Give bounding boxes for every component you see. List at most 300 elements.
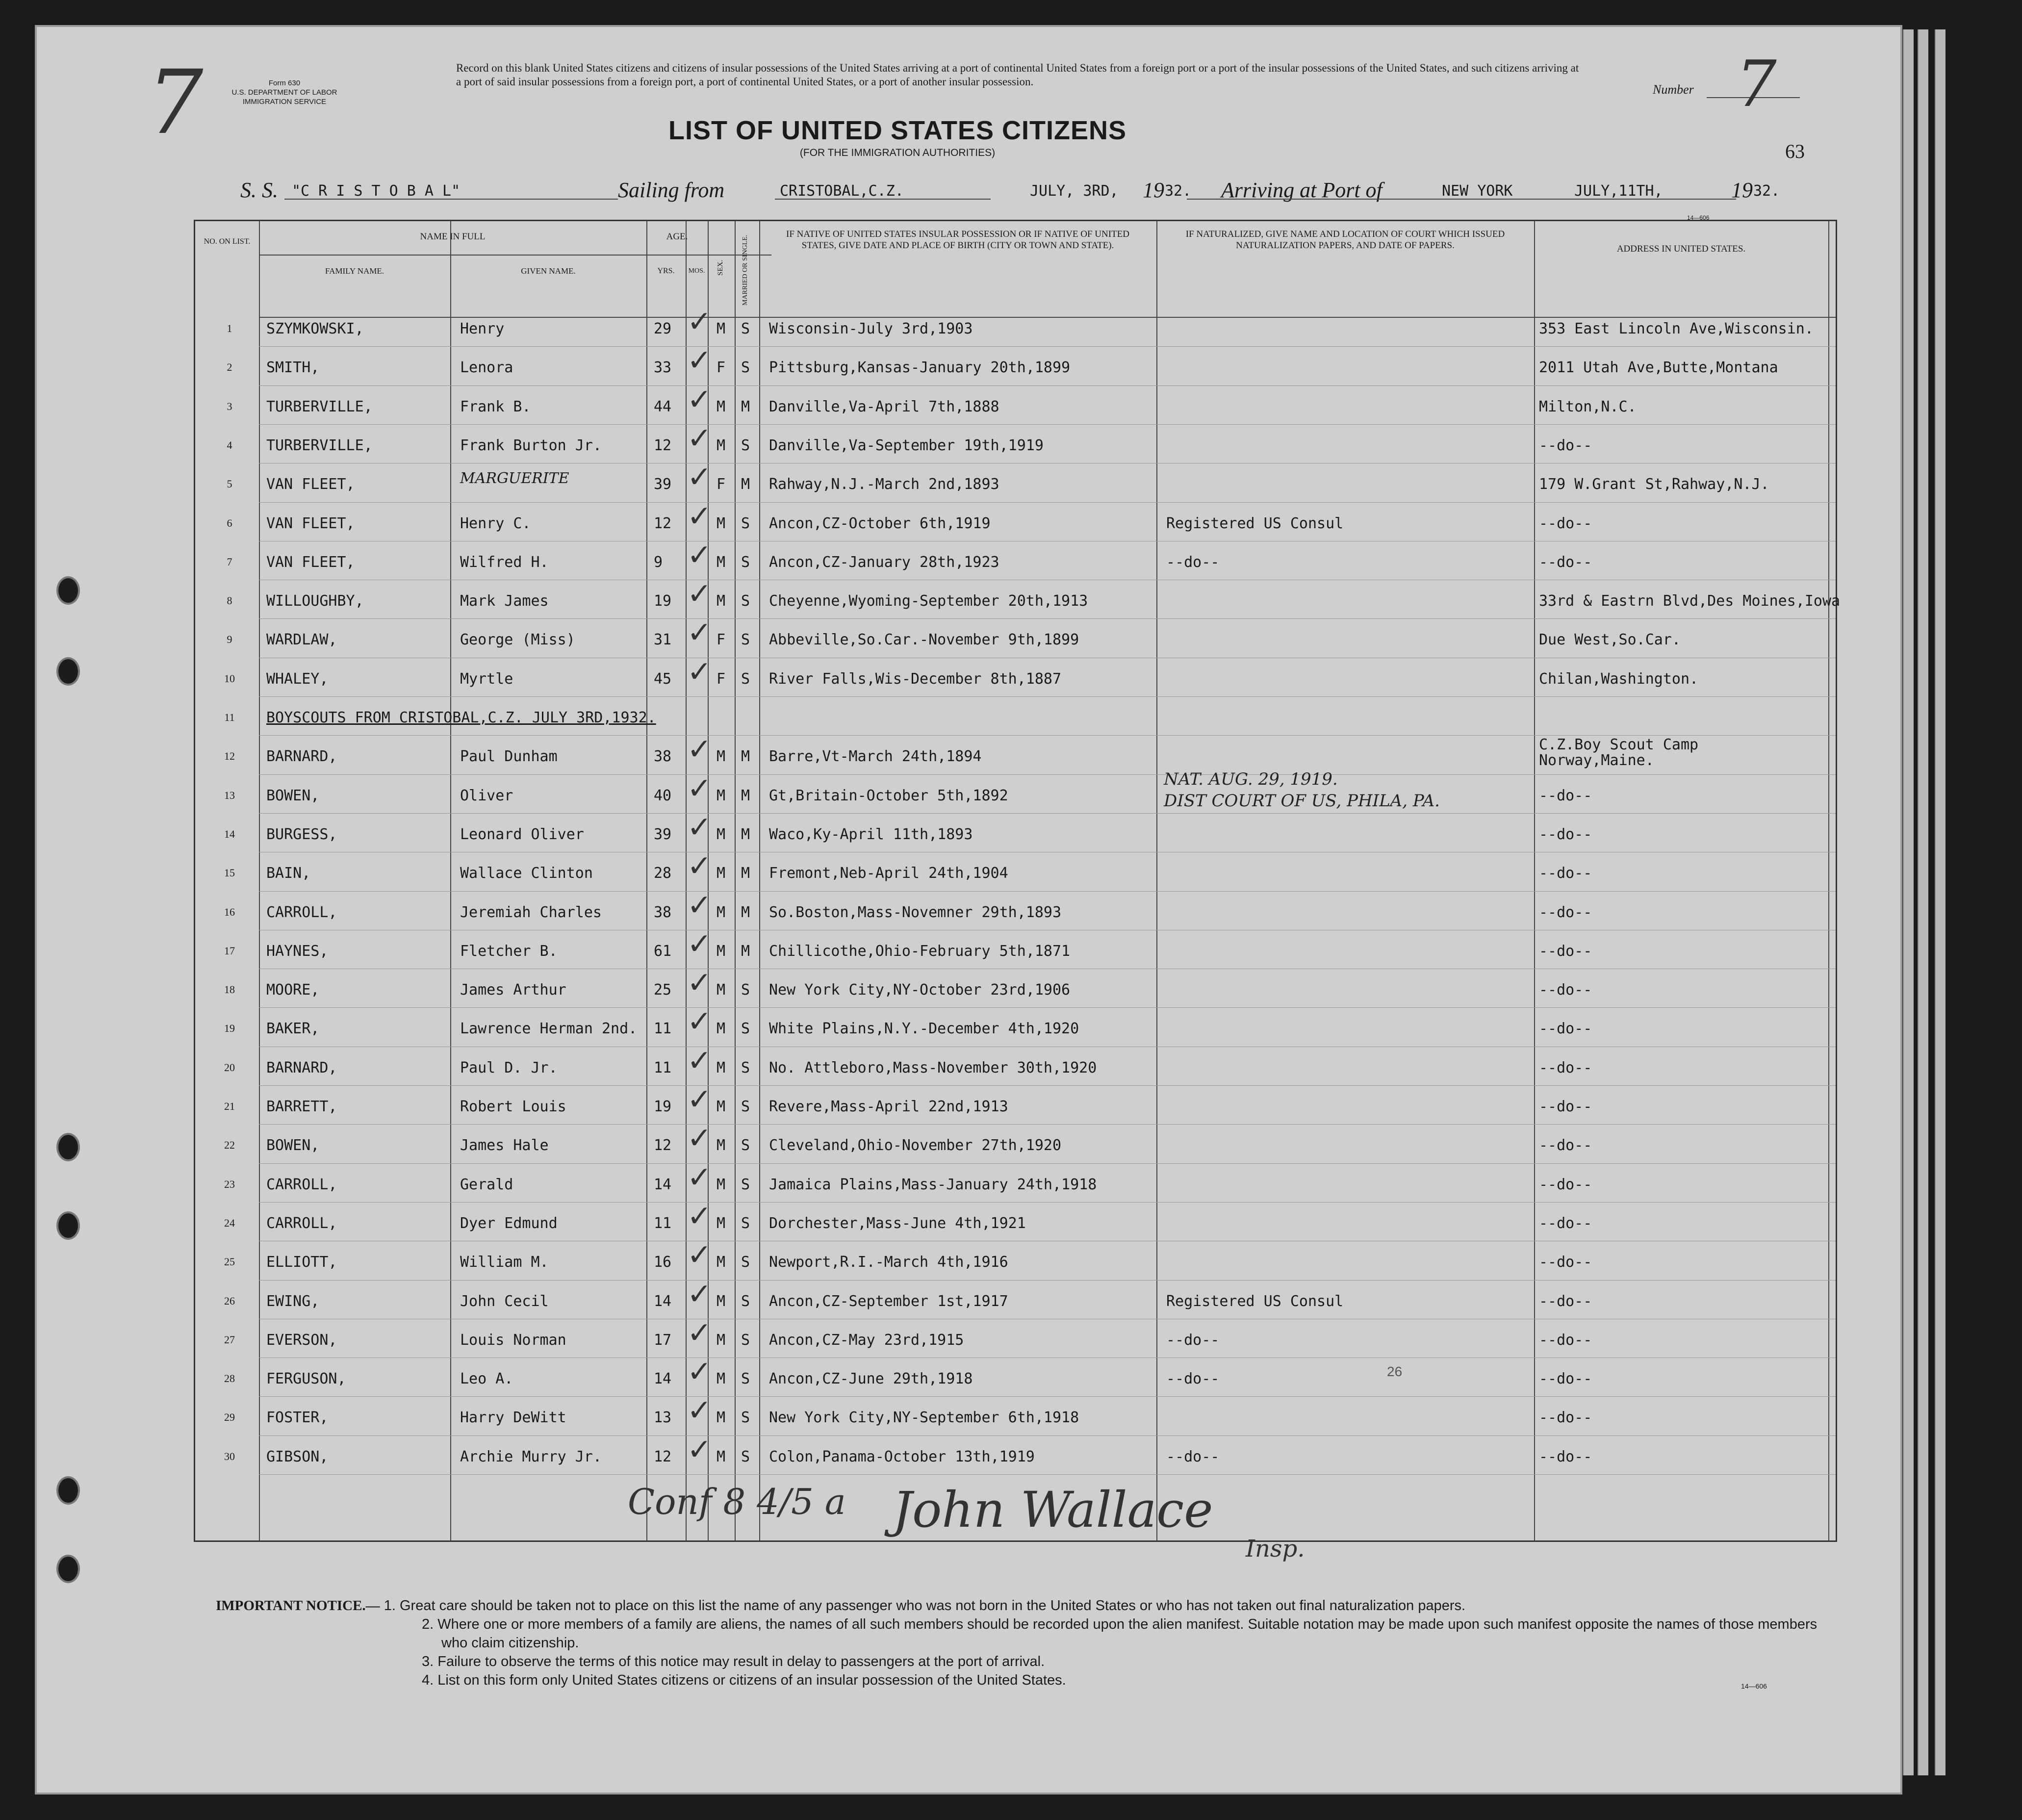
passenger-table [194, 220, 1841, 1542]
page-subtitle: (FOR THE IMMIGRATION AUTHORITIES) [799, 147, 996, 158]
family-name: FOSTER, [266, 1409, 329, 1427]
birth-date-place: New York City,NY-September 6th,1918 [769, 1409, 1079, 1427]
check-mark-icon: ✓ [687, 421, 712, 455]
age-years: 38 [654, 903, 672, 921]
marital-status: M [741, 476, 750, 493]
table-row [195, 733, 1836, 776]
row-number: 14 [224, 827, 235, 840]
sailing-port: CRISTOBAL,C.Z. [780, 182, 904, 200]
row-number: 5 [227, 478, 232, 490]
check-mark-icon: ✓ [687, 771, 712, 805]
sex: M [717, 514, 726, 532]
birth-date-place: Ancon,CZ-January 28th,1923 [769, 553, 999, 571]
birth-date-place: Ancon,CZ-September 1st,1917 [769, 1292, 1008, 1310]
form-instructions: Record on this blank United States citizens and citizens of insular possessions of the United States arriving at a port of continental United States from a foreign port or a port of the insular possessions of the United States, and such citizens arriving at a port of said insular possessions from a foreign port, a port of continental United States, or a port of another insular possession. [456, 62, 1579, 88]
family-name: GIBSON, [266, 1448, 329, 1465]
arrival-date: JULY,11TH, [1574, 182, 1663, 200]
check-mark-icon: ✓ [687, 461, 712, 494]
family-name: BOWEN, [266, 1137, 320, 1154]
marital-status: S [741, 1292, 750, 1310]
sex: M [717, 1331, 726, 1349]
page-edge [1903, 29, 1914, 1775]
age-years: 61 [654, 942, 672, 960]
birth-date-place: Pittsburg,Kansas-January 20th,1899 [769, 359, 1071, 377]
handwritten-naturalization-date: NAT. AUG. 29, 1919. [1164, 769, 1338, 789]
row-number: 24 [224, 1216, 235, 1229]
row-number: 30 [224, 1450, 235, 1462]
notice-item-4: 4. List on this form only United States citizens or citizens of an insular possession of the United States. [422, 1672, 1066, 1688]
given-name: Leonard Oliver [460, 825, 584, 843]
address: C.Z.Boy Scout Camp [1539, 736, 1699, 754]
given-name: Dyer Edmund [460, 1214, 558, 1232]
marital-status: S [741, 592, 750, 610]
address: --do-- [1539, 1059, 1592, 1077]
voyage-line [240, 178, 1824, 207]
age-years: 40 [654, 787, 672, 804]
given-name: Paul Dunham [460, 748, 558, 766]
number-label: Number [1653, 82, 1694, 97]
margin-mark: 26 [1387, 1364, 1403, 1379]
family-name: CARROLL, [266, 1176, 337, 1193]
binder-hole [56, 1555, 80, 1583]
binder-hole [56, 657, 80, 686]
birth-date-place: River Falls,Wis-December 8th,1887 [769, 670, 1062, 688]
arriving-label: Arriving at Port of [1221, 178, 1382, 202]
marital-status: S [741, 1370, 750, 1388]
table-row [195, 888, 1836, 932]
family-name: FERGUSON, [266, 1370, 346, 1388]
row-number: 7 [227, 555, 232, 568]
address: --do-- [1539, 1370, 1592, 1388]
family-name: MOORE, [266, 981, 320, 999]
birth-date-place: Waco,Ky-April 11th,1893 [769, 825, 973, 843]
age-years: 12 [654, 1137, 672, 1154]
sex: M [717, 865, 726, 882]
age-years: 45 [654, 670, 672, 688]
ship-name: "C R I S T O B A L" [292, 182, 461, 200]
age-years: 29 [654, 320, 672, 337]
table-row [195, 1238, 1836, 1282]
row-number: 26 [224, 1294, 235, 1307]
page-number: 63 [1785, 140, 1805, 162]
age-years: 19 [654, 1098, 672, 1115]
header-age: AGE. [666, 231, 688, 242]
family-name: EVERSON, [266, 1331, 337, 1349]
address: --do-- [1539, 1214, 1592, 1232]
table-row [195, 305, 1836, 348]
address: 353 East Lincoln Ave,Wisconsin. [1539, 320, 1814, 337]
age-years: 17 [654, 1331, 672, 1349]
age-years: 25 [654, 981, 672, 999]
row-number: 1 [227, 322, 232, 334]
table-row [195, 1122, 1836, 1165]
address: Due West,So.Car. [1539, 631, 1681, 649]
family-name: SMITH, [266, 359, 320, 377]
birth-date-place: Ancon,CZ-May 23rd,1915 [769, 1331, 964, 1349]
row-number: 27 [224, 1333, 235, 1346]
family-name: VAN FLEET, [266, 514, 355, 532]
check-mark-icon: ✓ [687, 305, 712, 338]
table-row [195, 344, 1836, 387]
sex: M [717, 1370, 726, 1388]
sex: M [717, 1409, 726, 1427]
sex: M [717, 903, 726, 921]
family-name: CARROLL, [266, 903, 337, 921]
given-name: Louis Norman [460, 1331, 566, 1349]
given-name: MARGUERITE [460, 470, 569, 487]
check-mark-icon: ✓ [687, 1044, 712, 1077]
address-line-2: Norway,Maine. [1539, 752, 1654, 769]
inspector-title: Insp. [1246, 1535, 1305, 1563]
given-name: John Cecil [460, 1292, 549, 1310]
marital-status: M [741, 398, 750, 415]
notice-item-3: 3. Failure to observe the terms of this notice may result in delay to passengers at the port of arrival. [422, 1654, 1045, 1669]
family-name: TURBERVILLE, [266, 436, 373, 454]
department-name: U.S. DEPARTMENT OF LABOR [231, 88, 337, 97]
row-number: 20 [224, 1061, 235, 1074]
marital-status: S [741, 1176, 750, 1193]
check-mark-icon: ✓ [687, 810, 712, 844]
header-naturalized: IF NATURALIZED, GIVE NAME AND LOCATION OF COURT WHICH ISSUED NATURALIZATION PAPERS, AND DATE OF PAPERS. [1185, 229, 1505, 251]
naturalization-info: --do-- [1166, 553, 1220, 571]
marital-status: M [741, 748, 750, 766]
given-name: Paul D. Jr. [460, 1059, 558, 1077]
table-row [195, 538, 1836, 582]
header-birth: IF NATIVE OF UNITED STATES INSULAR POSSESSION OR IF NATIVE OF UNITED STATES, GIVE DATE AND PLACE OF BIRTH (CITY OR TOWN AND STATE). [786, 229, 1129, 251]
birth-date-place: Colon,Panama-October 13th,1919 [769, 1448, 1035, 1465]
check-mark-icon: ✓ [687, 1238, 712, 1272]
birth-date-place: Danville,Va-September 19th,1919 [769, 436, 1044, 454]
address: --do-- [1539, 1137, 1592, 1154]
sex: M [717, 1098, 726, 1115]
form-identifier [216, 78, 353, 106]
address: --do-- [1539, 1254, 1592, 1271]
address: --do-- [1539, 1331, 1592, 1349]
age-years: 11 [654, 1214, 672, 1232]
table-row [195, 966, 1836, 1009]
birth-date-place: Jamaica Plains,Mass-January 24th,1918 [769, 1176, 1097, 1193]
check-mark-icon: ✓ [687, 1160, 712, 1194]
table-row [195, 1160, 1836, 1204]
birth-date-place: White Plains,N.Y.-December 4th,1920 [769, 1020, 1079, 1038]
binder-hole [56, 1476, 80, 1505]
table-row [195, 1394, 1836, 1437]
table-row [195, 461, 1836, 504]
check-mark-icon: ✓ [687, 499, 712, 533]
age-years: 44 [654, 398, 672, 415]
age-years: 39 [654, 825, 672, 843]
table-row [195, 655, 1836, 698]
given-name: Frank B. [460, 398, 531, 415]
table-row [195, 1005, 1836, 1048]
check-mark-icon: ✓ [687, 1394, 712, 1427]
family-name: VAN FLEET, [266, 476, 355, 493]
check-mark-icon: ✓ [687, 1355, 712, 1388]
sex: M [717, 1020, 726, 1038]
address: --do-- [1539, 903, 1592, 921]
arrival-year-prefix: 19 [1731, 178, 1753, 202]
row-number: 23 [224, 1178, 235, 1190]
naturalization-info: --do-- [1166, 1331, 1220, 1349]
birth-date-place: Danville,Va-April 7th,1888 [769, 398, 999, 415]
sex: M [717, 592, 726, 610]
sailing-year-prefix: 19 [1143, 178, 1164, 202]
given-name: Mark James [460, 592, 549, 610]
age-years: 19 [654, 592, 672, 610]
address: --do-- [1539, 1098, 1592, 1115]
age-years: 28 [654, 865, 672, 882]
naturalization-info: Registered US Consul [1166, 1292, 1344, 1310]
row-number: 21 [224, 1100, 235, 1112]
address: --do-- [1539, 514, 1592, 532]
family-name: BOWEN, [266, 787, 320, 804]
marital-status: S [741, 1214, 750, 1232]
sex: M [717, 1214, 726, 1232]
check-mark-icon: ✓ [687, 1277, 712, 1310]
sailing-date: JULY, 3RD, [1030, 182, 1119, 200]
sex: F [717, 359, 726, 377]
section-heading: BOYSCOUTS FROM CRISTOBAL,C.Z. JULY 3RD,1932. [266, 709, 656, 726]
family-name: WILLOUGHBY, [266, 592, 364, 610]
table-row [195, 849, 1836, 893]
address: --do-- [1539, 865, 1592, 882]
age-years: 16 [654, 1254, 672, 1271]
birth-date-place: Barre,Vt-March 24th,1894 [769, 748, 982, 766]
naturalization-info: --do-- [1166, 1370, 1220, 1388]
list-number: 7 [1736, 47, 1777, 121]
header-given-name: GIVEN NAME. [521, 266, 576, 276]
table-row [195, 771, 1836, 815]
marital-status: S [741, 1137, 750, 1154]
table-row [195, 383, 1836, 426]
address: --do-- [1539, 1292, 1592, 1310]
family-name: HAYNES, [266, 942, 329, 960]
birth-date-place: Newport,R.I.-March 4th,1916 [769, 1254, 1008, 1271]
sex: M [717, 1176, 726, 1193]
row-number: 17 [224, 944, 235, 957]
marital-status: M [741, 787, 750, 804]
check-mark-icon: ✓ [687, 927, 712, 960]
sex: M [717, 1254, 726, 1271]
sex: M [717, 1292, 726, 1310]
sex: M [717, 748, 726, 766]
marital-status: S [741, 1448, 750, 1465]
age-years: 38 [654, 748, 672, 766]
address: --do-- [1539, 1448, 1592, 1465]
sex: M [717, 436, 726, 454]
row-number: 9 [227, 633, 232, 646]
table-row [195, 1316, 1836, 1359]
address: --do-- [1539, 1020, 1592, 1038]
row-number: 8 [227, 594, 232, 607]
address: --do-- [1539, 1409, 1592, 1427]
row-number: 16 [224, 905, 235, 918]
notice-item-2: 2. Where one or more members of a family are aliens, the names of all such members should be recorded upon the alien manifest. Suitable notation may be made upon such manifest opposite the names of those members who claim citizenship. [422, 1616, 1817, 1651]
sex: M [717, 398, 726, 415]
margin-handwritten-number: 7 [147, 51, 204, 154]
marital-status: S [741, 320, 750, 337]
sex: M [717, 320, 726, 337]
check-mark-icon: ✓ [687, 849, 712, 883]
marital-status: S [741, 1331, 750, 1349]
address: --do-- [1539, 787, 1592, 804]
table-row [195, 499, 1836, 543]
sex: F [717, 670, 726, 688]
birth-date-place: Rahway,N.J.-March 2nd,1893 [769, 476, 999, 493]
check-mark-icon: ✓ [687, 966, 712, 1000]
given-name: Fletcher B. [460, 942, 558, 960]
row-number: 2 [227, 361, 232, 374]
address: 179 W.Grant St,Rahway,N.J. [1539, 476, 1769, 493]
age-years: 14 [654, 1176, 672, 1193]
age-years: 12 [654, 436, 672, 454]
birth-date-place: Abbeville,So.Car.-November 9th,1899 [769, 631, 1079, 649]
handwritten-annotation: Conf 8 4/5 a [628, 1481, 846, 1522]
sex: M [717, 1137, 726, 1154]
family-name: CARROLL, [266, 1214, 337, 1232]
address: 2011 Utah Ave,Butte,Montana [1539, 359, 1778, 377]
address: --do-- [1539, 436, 1592, 454]
marital-status: S [741, 981, 750, 999]
birth-date-place: Cleveland,Ohio-November 27th,1920 [769, 1137, 1062, 1154]
address: --do-- [1539, 942, 1592, 960]
age-years: 11 [654, 1020, 672, 1038]
table-row [195, 698, 1836, 737]
birth-date-place: Revere,Mass-April 22nd,1913 [769, 1098, 1008, 1115]
important-notice [216, 1596, 1824, 1690]
header-address: ADDRESS IN UNITED STATES. [1616, 244, 1746, 254]
age-years: 33 [654, 359, 672, 377]
birth-date-place: Dorchester,Mass-June 4th,1921 [769, 1214, 1026, 1232]
address: 33rd & Eastrn Blvd,Des Moines,Iowa [1539, 592, 1841, 610]
check-mark-icon: ✓ [687, 577, 712, 611]
sex: F [717, 631, 726, 649]
age-years: 12 [654, 1448, 672, 1465]
birth-date-place: So.Boston,Mass-Novemner 29th,1893 [769, 903, 1062, 921]
address: Milton,N.C. [1539, 398, 1637, 415]
given-name: Wallace Clinton [460, 865, 593, 882]
given-name: Lawrence Herman 2nd. [460, 1020, 638, 1038]
row-number: 28 [224, 1372, 235, 1385]
row-number: 25 [224, 1256, 235, 1268]
check-mark-icon: ✓ [687, 888, 712, 922]
marital-status: S [741, 1020, 750, 1038]
row-number: 4 [227, 438, 232, 451]
birth-date-place: New York City,NY-October 23rd,1906 [769, 981, 1071, 999]
check-mark-icon: ✓ [687, 655, 712, 688]
family-name: TURBERVILLE, [266, 398, 373, 415]
row-number: 15 [224, 867, 235, 879]
family-name: BARNARD, [266, 1059, 337, 1077]
row-number: 10 [224, 672, 235, 685]
address: --do-- [1539, 981, 1592, 999]
marital-status: S [741, 1409, 750, 1427]
arrival-port: NEW YORK [1442, 182, 1513, 200]
header-name-in-full: NAME IN FULL [420, 231, 486, 242]
marital-status: S [741, 1059, 750, 1077]
sailing-year: 32. [1165, 182, 1192, 200]
notice-heading: IMPORTANT NOTICE.— [216, 1598, 380, 1614]
birth-date-place: Wisconsin-July 3rd,1903 [769, 320, 973, 337]
table-row [195, 1433, 1836, 1476]
form-code-bottom: 14—606 [1741, 1682, 1767, 1690]
family-name: BARNARD, [266, 748, 337, 766]
age-years: 13 [654, 1409, 672, 1427]
age-years: 12 [654, 514, 672, 532]
given-name: Frank Burton Jr. [460, 436, 602, 454]
marital-status: S [741, 670, 750, 688]
family-name: WARDLAW, [266, 631, 337, 649]
sex: M [717, 942, 726, 960]
check-mark-icon: ✓ [687, 1005, 712, 1038]
header-no-on-list: NO. ON LIST. [204, 237, 251, 246]
given-name: Henry [460, 320, 505, 337]
family-name: SZYMKOWSKI, [266, 320, 364, 337]
sex: M [717, 553, 726, 571]
row-number: 22 [224, 1139, 235, 1152]
family-name: BARRETT, [266, 1098, 337, 1115]
given-name: Gerald [460, 1176, 513, 1193]
table-row [195, 1277, 1836, 1321]
service-name: IMMIGRATION SERVICE [242, 98, 327, 106]
row-number: 13 [224, 789, 235, 801]
marital-status: S [741, 631, 750, 649]
marital-status: S [741, 359, 750, 377]
check-mark-icon: ✓ [687, 616, 712, 649]
arrival-year: 32. [1753, 182, 1780, 200]
table-row [195, 1044, 1836, 1087]
naturalization-info: --do-- [1166, 1448, 1220, 1465]
sex: M [717, 825, 726, 843]
check-mark-icon: ✓ [687, 733, 712, 766]
page-title: LIST OF UNITED STATES CITIZENS [668, 116, 1126, 145]
birth-date-place: Fremont,Neb-April 24th,1904 [769, 865, 1008, 882]
given-name: Henry C. [460, 514, 531, 532]
sex: M [717, 1059, 726, 1077]
inspector-signature: John Wallace [893, 1481, 1213, 1538]
given-name: Harry DeWitt [460, 1409, 566, 1427]
table-row [195, 421, 1836, 465]
binder-hole [56, 1211, 80, 1240]
header-yrs: YRS. [657, 267, 675, 275]
marital-status: S [741, 514, 750, 532]
address: --do-- [1539, 553, 1592, 571]
handwritten-naturalization-court: DIST COURT OF US, PHILA, PA. [1164, 791, 1440, 811]
page-edge [1918, 29, 1928, 1775]
age-years: 11 [654, 1059, 672, 1077]
check-mark-icon: ✓ [687, 1122, 712, 1155]
marital-status: M [741, 825, 750, 843]
given-name: William M. [460, 1254, 549, 1271]
row-number: 6 [227, 516, 232, 529]
given-name: Wilfred H. [460, 553, 549, 571]
sex: F [717, 476, 726, 493]
given-name: James Arthur [460, 981, 566, 999]
row-number: 19 [224, 1022, 235, 1035]
row-number: 18 [224, 983, 235, 996]
birth-date-place: Gt,Britain-October 5th,1892 [769, 787, 1008, 804]
marital-status: S [741, 553, 750, 571]
table-row [195, 927, 1836, 971]
given-name: Lenora [460, 359, 513, 377]
birth-date-place: Chillicothe,Ohio-February 5th,1871 [769, 942, 1071, 960]
birth-date-place: No. Attleboro,Mass-November 30th,1920 [769, 1059, 1097, 1077]
age-years: 39 [654, 476, 672, 493]
notice-item-1: 1. Great care should be taken not to place on this list the name of any passenger who was not born in the United States or who has not taken out final naturalization papers. [384, 1598, 1466, 1614]
row-number: 29 [224, 1411, 235, 1424]
sex: M [717, 1448, 726, 1465]
check-mark-icon: ✓ [687, 1316, 712, 1349]
